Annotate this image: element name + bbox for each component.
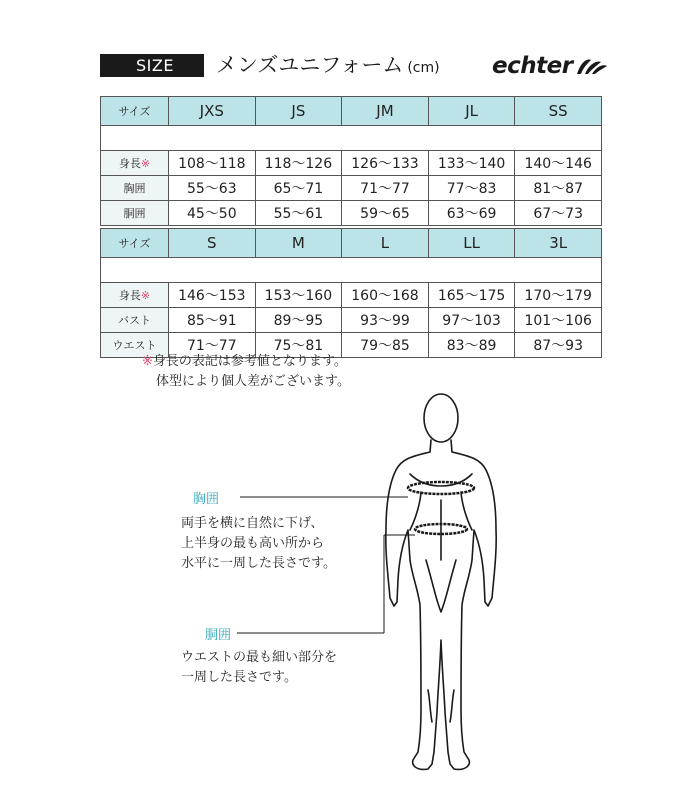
table-cell: 59〜65 [342, 201, 429, 226]
waist-heading: 胴囲 [205, 628, 232, 643]
header-cell: サイズ [101, 97, 169, 126]
side-detail [461, 492, 472, 530]
table-cell: 65〜71 [255, 176, 342, 201]
header-cell: SS [515, 97, 602, 126]
header-cell: M [255, 229, 342, 258]
header-cell: JM [342, 97, 429, 126]
table-cell: 165〜175 [428, 283, 515, 308]
header-cell: LL [428, 229, 515, 258]
head-outline [424, 394, 458, 442]
table-cell: 83〜89 [428, 333, 515, 358]
note-line-2: 体型により個人差がございます。 [156, 374, 350, 389]
header-cell: 3L [515, 229, 602, 258]
row-label: バスト [101, 308, 169, 333]
asterisk-mark: ※ [140, 289, 151, 302]
table-cell: 140〜146 [515, 151, 602, 176]
header-cell: サイズ [101, 229, 169, 258]
table-cell: 67〜73 [515, 201, 602, 226]
header-cell: JXS [169, 97, 256, 126]
table-cell: 85〜91 [169, 308, 256, 333]
chest-heading: 胸囲 [193, 492, 220, 507]
row-label: 身長※ [101, 283, 169, 308]
table-cell: 45〜50 [169, 201, 256, 226]
waist-description: ウエストの最も細い部分を 一周した長さです。 [181, 650, 338, 685]
table-cell: 75〜81 [255, 333, 342, 358]
row-label: ウエスト [101, 333, 169, 358]
knee-detail [428, 690, 432, 722]
header-cell: S [169, 229, 256, 258]
table-cell: 87〜93 [515, 333, 602, 358]
body-outline [386, 440, 496, 769]
table-cell: 97〜103 [428, 308, 515, 333]
table-cell: 93〜99 [342, 308, 429, 333]
row-label: 胴囲 [101, 201, 169, 226]
table-cell: 153〜160 [255, 283, 342, 308]
table-cell: 101〜106 [515, 308, 602, 333]
table-cell: 118〜126 [255, 151, 342, 176]
asterisk-mark: ※ [140, 157, 151, 170]
hip-detail [426, 560, 456, 612]
table-cell: 170〜179 [515, 283, 602, 308]
side-detail [410, 492, 421, 530]
table-cell: 55〜63 [169, 176, 256, 201]
title-unit: (cm) [407, 60, 440, 76]
title-text: メンズユニフォーム [216, 53, 404, 77]
header-cell: L [342, 229, 429, 258]
table-cell: 71〜77 [342, 176, 429, 201]
table-cell: 108〜118 [169, 151, 256, 176]
table-cell: 77〜83 [428, 176, 515, 201]
header-cell: JS [255, 97, 342, 126]
size-tag: SIZE [100, 54, 204, 77]
table-cell: 160〜168 [342, 283, 429, 308]
chest-description: 両手を横に自然に下げ、 上半身の最も高い所から 水平に一周した長さです。 [181, 516, 336, 571]
knee-detail [450, 690, 454, 722]
table-cell: 89〜95 [255, 308, 342, 333]
table-cell: 71〜77 [169, 333, 256, 358]
brand-name: echter [492, 53, 573, 79]
asterisk-mark: ※ [142, 354, 153, 369]
table-cell: 126〜133 [342, 151, 429, 176]
row-label: 胸囲 [101, 176, 169, 201]
table-cell: 79〜85 [342, 333, 429, 358]
table-cell: 146〜153 [169, 283, 256, 308]
table-cell: 63〜69 [428, 201, 515, 226]
header-cell: JL [428, 97, 515, 126]
row-label: 身長※ [101, 151, 169, 176]
table-cell: 81〜87 [515, 176, 602, 201]
chest-band [408, 482, 474, 494]
table-cell: 55〜61 [255, 201, 342, 226]
note-line-1: 身長の表記は参考値となります。 [152, 354, 347, 369]
table-cell: 133〜140 [428, 151, 515, 176]
